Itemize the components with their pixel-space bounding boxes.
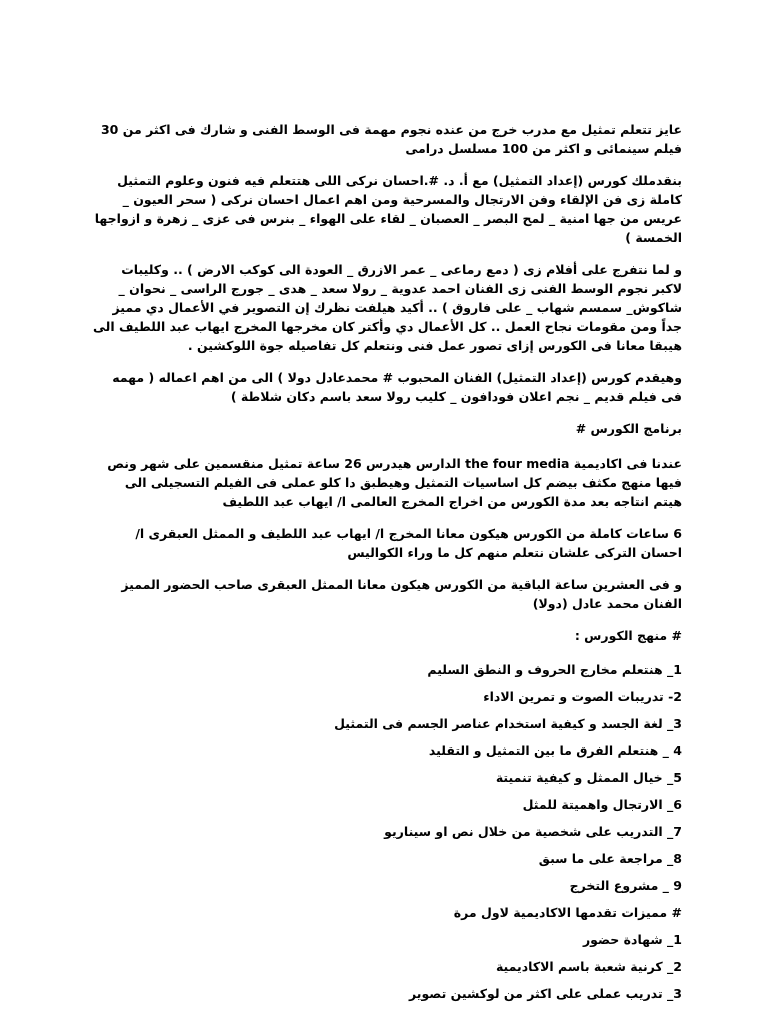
list-item: 1_ هنتعلم مخارج الحروف و النطق السليم: [427, 662, 682, 677]
curriculum-heading: # منهج الكورس :: [574, 628, 682, 643]
list-item: 4 _ هنتعلم الفرق ما بين التمثيل و التقليد: [428, 743, 682, 758]
course-description-paragraph: بنقدملك كورس (إعداد التمثيل) مع أ. د. #.احسان نركى اللى هتتعلم فيه فنون وعلوم التمثيل كاملة زى فن الإلقاء وفن الارتجال والمسرحية ومن اهم اعمال احسان نركى ( سحر العيون _ عريس من جها امنية _ لمح البصر _ العصبان _ لقاء على الهواء _ بنرس فى عزى _ زهرة و ازواجها الخمسة ): [94, 173, 682, 245]
twenty-hours-paragraph: و فى العشرين ساعة الباقية من الكورس هيكون معانا الممثل العبقرى صاحب الحضور المميز الفنان محمد عادل (دولا): [121, 577, 682, 611]
director-works-paragraph: و لما نتفرج على أفلام زى ( دمع رماعى _ عمر الازرق _ العودة الى كوكب الارض ) .. وكليبات لاكبر نجوم الوسط الفنى زى الفنان احمد عدوية _ رولا سعد _ هدى _ جورج الراسى _ نحوان _ شاكوش_ سمسم شهاب _ على فاروق ) .. أكيد هيلفت نظرك إن التصوير في الأعمال دي مميز جداً ومن مقومات نجاح العمل .. كل الأعمال دي وأكتر كان مخرجها المخرج ايهاب عبد اللطيف الى هيبقا معانا فى الكورس إزاى تصور عمل فنى ونتعلم كل تفاصيله جوة اللوكشين .: [93, 262, 682, 353]
list-item: 9 _ مشروع التخرج: [569, 878, 682, 893]
list-item: 2_ كرنية شعبة باسم الاكاديمية: [495, 959, 682, 974]
program-paragraph: عندنا فى اكاديمية the four media الدارس هيدرس 26 ساعة تمثيل منقسمين على شهر ونص فيها منهج مكثف بيضم كل اساسيات التمثيل وهيطبق دا كلو عملى فى الفيلم التسجيلى الى هيتم انتاجه بعد مدة الكورس من اخراج المخرج العالمى ا/ ايهاب عبد اللطيف: [107, 456, 682, 509]
list-item: 3_ تدريب عملى على اكثر من لوكشين تصوير: [408, 986, 682, 1001]
list-item: 3_ لغة الجسد و كيفية استخدام عناصر الجسم فى التمثيل: [334, 716, 682, 731]
six-hours-paragraph: 6 ساعات كاملة من الكورس هيكون معانا المخرج ا/ ايهاب عبد اللطيف و الممثل العبقرى ا/ احسان التركى علشان نتعلم منهم كل ما وراء الكواليس: [135, 526, 682, 560]
list-item: 7_ التدريب على شخصية من خلال نص او سيناريو: [384, 824, 682, 839]
list-item: 8_ مراجعة على ما سبق: [538, 851, 682, 866]
curriculum-list: [92, 661, 682, 904]
program-heading: برنامج الكورس #: [575, 421, 682, 436]
presenter-paragraph: وهيقدم كورس (إعداد التمثيل) الفنان المحبوب # محمدعادل دولا ) الى من اهم اعماله ( مهمه فى فيلم قديم _ نجم اعلان فودافون _ كليب رولا سعد باسم دكان شلاطة ): [112, 370, 682, 404]
intro-paragraph: عايز تتعلم تمثيل مع مدرب خرج من عنده نجوم مهمة فى الوسط الفنى و شارك فى اكثر من 30 فيلم سينمائى و اكثر من 100 مسلسل درامى: [100, 122, 682, 156]
list-item: 6_ الارتجال واهميتة للمثل: [522, 797, 682, 812]
list-item: 1_ شهادة حضور: [582, 932, 682, 947]
features-list: [92, 904, 682, 1012]
list-item: 2- تدريبات الصوت و تمرين الاداء: [483, 689, 682, 704]
features-heading: # مميزات تقدمها الاكاديمية لاول مرة: [453, 905, 682, 920]
list-item: 5_ خيال الممثل و كيفية تنميتة: [495, 770, 682, 785]
